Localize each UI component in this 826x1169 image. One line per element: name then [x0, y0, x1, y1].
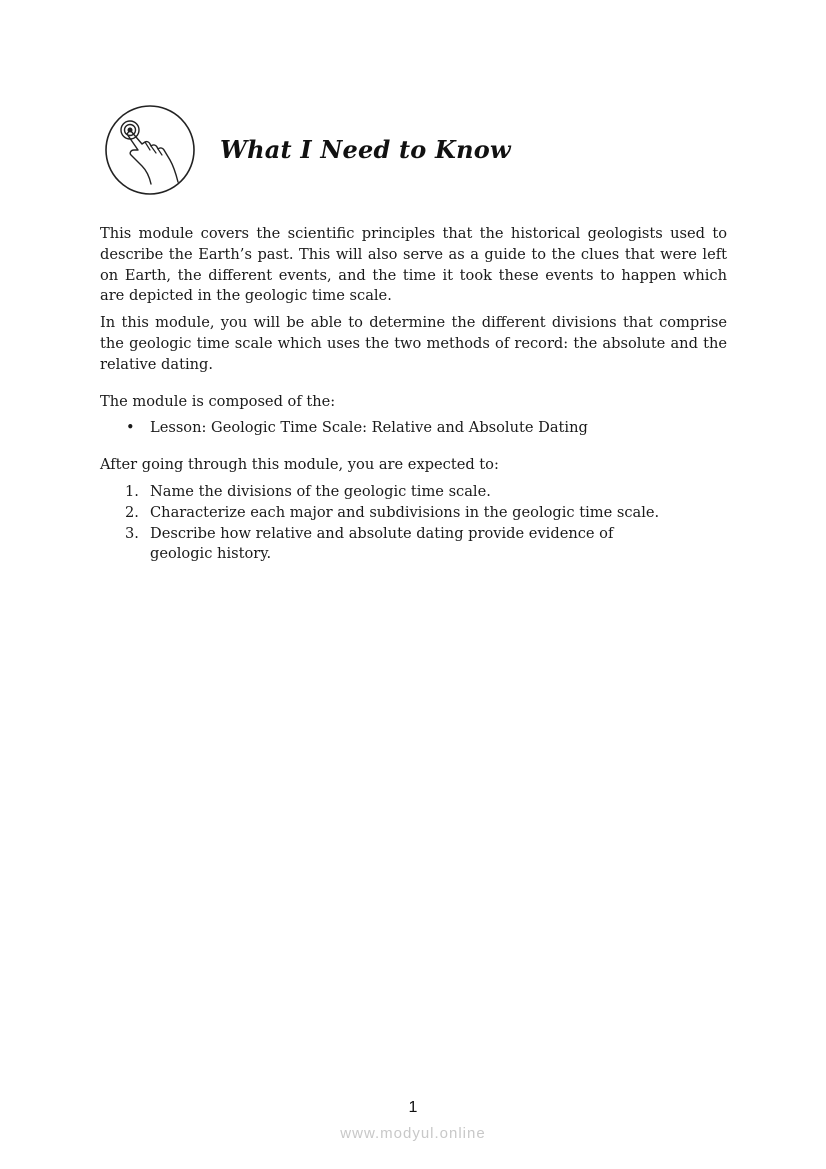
lesson-text: Lesson: Geologic Time Scale: Relative and Absolute Dating: [150, 419, 588, 437]
objective-number: 2.: [125, 503, 139, 521]
module-intro: [100, 224, 727, 565]
list-item: [100, 482, 727, 503]
page-number: 1: [408, 1099, 418, 1116]
composed-label: The module is composed of the:: [100, 392, 336, 410]
objective-text: Describe how relative and absolute dating provide evidence of geologic history.: [150, 524, 614, 563]
objective-list: [100, 482, 727, 565]
bullet-icon: •: [126, 419, 135, 437]
objective-number: 1.: [125, 482, 139, 500]
watermark: www.modyul.online: [340, 1125, 486, 1142]
intro-paragraph-2: In this module, you will be able to determine the different divisions that comprise the geologic time scale which uses the two methods of record: the absolute and the relative dating.: [100, 314, 727, 373]
list-item: [100, 503, 727, 524]
section-title: What I Need to Know: [220, 135, 511, 164]
lesson-list: [100, 418, 727, 439]
objective-text: Name the divisions of the geologic time scale.: [150, 482, 491, 500]
objective-text: Characterize each major and subdivisions in the geologic time scale.: [150, 503, 660, 521]
expected-label: After going through this module, you are expected to:: [100, 456, 499, 474]
list-item: [100, 524, 727, 566]
touch-hand-icon: [104, 104, 196, 196]
intro-paragraph-1: This module covers the scientific principles that the historical geologists used to describe the Earth’s past. This will also serve as a guide to the clues that were left on Earth, the different events, and the time it took these events to happen which are depicted in the geologic time scale.: [100, 225, 727, 305]
list-item: [100, 418, 727, 439]
objective-number: 3.: [125, 524, 139, 542]
